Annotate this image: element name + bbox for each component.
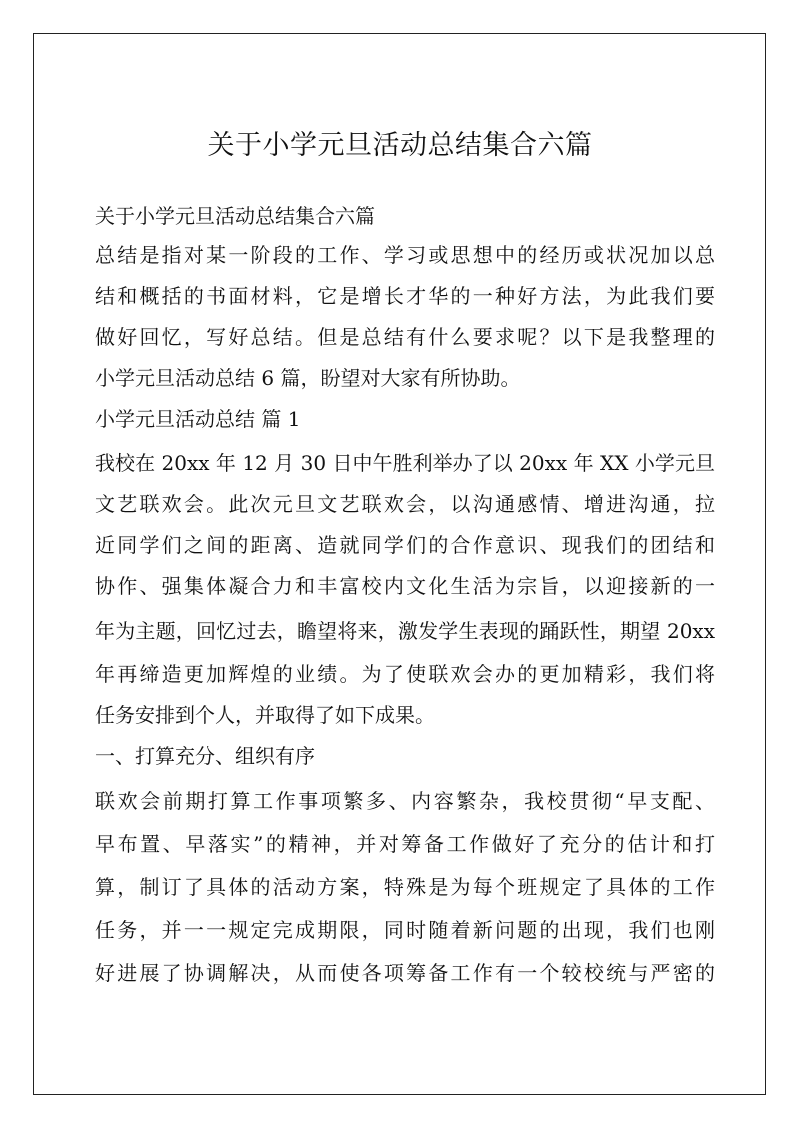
body-line-1: 我校在 20xx 年 12 月 30 日中午胜利举办了以 20xx 年 XX 小学元旦 — [95, 451, 715, 475]
body-line-5: 年为主题，回忆过去，瞻望将来，激发学生表现的踊跃性，期望 20xx — [95, 619, 715, 643]
intro-line-3: 做好回忆，写好总结。但是总结有什么要求呢？以下是我整理的 — [95, 325, 715, 349]
body-line-11: 任务，并一一规定完成期限，同时随着新问题的出现，我们也刚 — [95, 918, 715, 942]
intro-line-4: 小学元旦活动总结 6 篇，盼望对大家有所协助。 — [95, 366, 521, 390]
intro-line-2: 结和概括的书面材料，它是增长才华的一种好方法，为此我们要 — [95, 284, 715, 308]
body-line-7: 任务安排到个人，并取得了如下成果。 — [95, 703, 435, 727]
body-line-4: 协作、强集体凝合力和丰富校内文化生活为宗旨，以迎接新的一 — [95, 574, 715, 598]
intro-line-1: 总结是指对某一阶段的工作、学习或思想中的经历或状况加以总 — [95, 243, 715, 267]
body-line-12: 好进展了协调解决，从而使各项筹备工作有一个较校统与严密的 — [95, 961, 715, 985]
body-line-10: 算，制订了具体的活动方案，特殊是为每个班规定了具体的工作 — [95, 875, 715, 899]
body-line-8: 联欢会前期打算工作事项繁多、内容繁杂，我校贯彻“早支配、 — [95, 789, 715, 813]
body-line-3: 近同学们之间的距离、造就同学们的合作意识、现我们的团结和 — [95, 533, 715, 557]
body-line-9: 早布置、早落实”的精神，并对筹备工作做好了充分的估计和打 — [95, 832, 715, 856]
body-line-2: 文艺联欢会。此次元旦文艺联欢会，以沟通感情、增进沟通，拉 — [95, 492, 715, 516]
subheading-1: 一、打算充分、组织有序 — [95, 744, 315, 768]
subtitle-line: 关于小学元旦活动总结集合六篇 — [95, 204, 375, 228]
document-title: 关于小学元旦活动总结集合六篇 — [207, 130, 593, 161]
body-line-6: 年再缔造更加辉煌的业绩。为了使联欢会办的更加精彩，我们将 — [95, 662, 715, 686]
section-heading-1: 小学元旦活动总结 篇 1 — [95, 407, 301, 431]
